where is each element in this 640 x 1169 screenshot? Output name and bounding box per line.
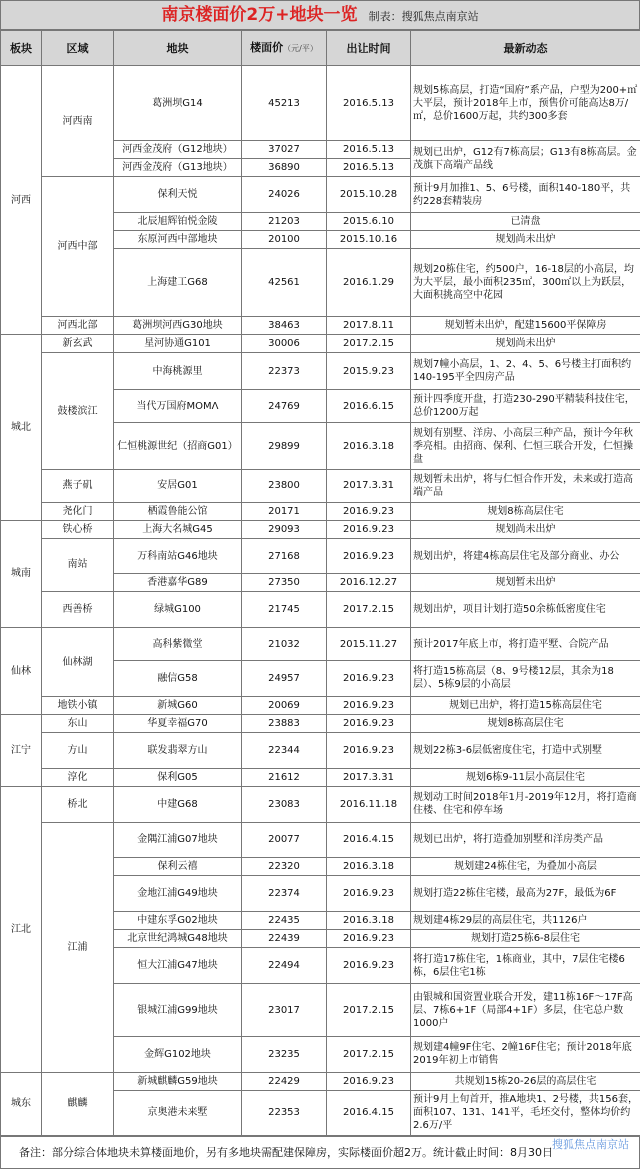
plot-cell: 保利云禧 bbox=[114, 858, 242, 876]
date-cell: 2017.2.15 bbox=[327, 1036, 411, 1072]
plot-cell: 金辉G102地块 bbox=[114, 1036, 242, 1072]
date-cell: 2017.2.15 bbox=[327, 984, 411, 1037]
date-cell: 2016.1.29 bbox=[327, 248, 411, 316]
plot-cell: 中建东孚G02地块 bbox=[114, 912, 242, 930]
news-cell: 规划20栋住宅，约500户，16-18层的小高层，均为大平层，最小面积235㎡，300㎡以上为跃层，大面积挑高空中花园 bbox=[411, 248, 640, 316]
table-row bbox=[1, 592, 640, 628]
table-credit: 制表：搜狐焦点南京站 bbox=[368, 10, 479, 23]
plot-cell: 金地江浦G49地块 bbox=[114, 876, 242, 912]
table-row bbox=[1, 1072, 640, 1090]
news-cell: 规划打造22栋住宅楼，最高为27F，最低为6F bbox=[411, 876, 640, 912]
area-cell: 南站 bbox=[42, 538, 114, 592]
plot-cell: 新城麒麟G59地块 bbox=[114, 1072, 242, 1090]
date-cell: 2016.9.23 bbox=[327, 502, 411, 520]
news-cell: 规划5栋高层，打造“国府”系产品，户型为200+㎡大平层，预计2018年上市，预售价可能高达8万/㎡，总价1600万起，共约300多套 bbox=[411, 66, 640, 141]
area-cell: 淳化 bbox=[42, 768, 114, 786]
news-cell: 规划动工时间2018年1月-2019年12月，将打造商住楼、住宅和停车场 bbox=[411, 786, 640, 822]
plot-cell: 金隅江浦G07地块 bbox=[114, 822, 242, 858]
price-cell: 23017 bbox=[242, 984, 327, 1037]
news-cell: 规划尚未出炉 bbox=[411, 520, 640, 538]
date-cell: 2016.12.27 bbox=[327, 574, 411, 592]
date-cell: 2016.5.13 bbox=[327, 159, 411, 177]
table-row bbox=[1, 538, 640, 574]
area-cell: 仙林湖 bbox=[42, 628, 114, 696]
date-cell: 2016.9.23 bbox=[327, 660, 411, 696]
news-cell: 规划建4幢9F住宅、2幢16F住宅；预计2018年底2019年初上市销售 bbox=[411, 1036, 640, 1072]
date-cell: 2016.3.18 bbox=[327, 422, 411, 469]
price-cell: 24026 bbox=[242, 177, 327, 213]
price-cell: 23083 bbox=[242, 786, 327, 822]
news-cell: 预计四季度开盘，打造230-290平精装科技住宅，总价1200万起 bbox=[411, 390, 640, 423]
plot-cell: 万科南站G46地块 bbox=[114, 538, 242, 574]
price-cell: 22429 bbox=[242, 1072, 327, 1090]
price-cell: 21032 bbox=[242, 628, 327, 661]
plot-cell: 新城G60 bbox=[114, 696, 242, 714]
table-row bbox=[1, 317, 640, 335]
price-cell: 22353 bbox=[242, 1090, 327, 1135]
table-row bbox=[1, 822, 640, 858]
table-row bbox=[1, 177, 640, 213]
price-cell: 45213 bbox=[242, 66, 327, 141]
plot-cell: 联发翡翠方山 bbox=[114, 732, 242, 768]
region-cell: 城南 bbox=[1, 520, 42, 628]
plot-cell: 上海建工G68 bbox=[114, 248, 242, 316]
table-body bbox=[1, 66, 640, 1136]
area-cell: 地铁小镇 bbox=[42, 696, 114, 714]
news-cell: 规划尚未出炉 bbox=[411, 335, 640, 353]
news-cell: 将打造15栋高层（8、9号楼12层，其余为18层）、5栋9层的小高层 bbox=[411, 660, 640, 696]
date-cell: 2015.10.16 bbox=[327, 231, 411, 249]
area-cell: 麒麟 bbox=[42, 1072, 114, 1135]
date-cell: 2016.9.23 bbox=[327, 714, 411, 732]
col-header-area: 区域 bbox=[42, 31, 114, 66]
area-cell: 铁心桥 bbox=[42, 520, 114, 538]
price-cell: 20069 bbox=[242, 696, 327, 714]
table-row bbox=[1, 768, 640, 786]
news-cell: 规划8栋高层住宅 bbox=[411, 714, 640, 732]
plot-cell: 北京世纪鸿城G48地块 bbox=[114, 930, 242, 948]
watermark: 搜狐焦点南京站 bbox=[552, 1138, 629, 1151]
news-cell: 规划出炉，项目计划打造50余栋低密度住宅 bbox=[411, 592, 640, 628]
date-cell: 2015.6.10 bbox=[327, 213, 411, 231]
date-cell: 2016.6.15 bbox=[327, 390, 411, 423]
news-cell: 规划6栋9-11层小高层住宅 bbox=[411, 768, 640, 786]
table-row bbox=[1, 628, 640, 661]
date-cell: 2016.4.15 bbox=[327, 822, 411, 858]
date-cell: 2015.11.27 bbox=[327, 628, 411, 661]
area-cell: 西善桥 bbox=[42, 592, 114, 628]
date-cell: 2016.3.18 bbox=[327, 912, 411, 930]
price-cell: 21745 bbox=[242, 592, 327, 628]
price-cell: 38463 bbox=[242, 317, 327, 335]
price-cell: 22320 bbox=[242, 858, 327, 876]
news-cell: 规划22栋3-6层低密度住宅，打造中式别墅 bbox=[411, 732, 640, 768]
plot-cell: 银城江浦G99地块 bbox=[114, 984, 242, 1037]
date-cell: 2016.9.23 bbox=[327, 520, 411, 538]
price-cell: 22374 bbox=[242, 876, 327, 912]
plot-cell: 仁恒桃源世纪（招商G01） bbox=[114, 422, 242, 469]
date-cell: 2017.2.15 bbox=[327, 335, 411, 353]
plot-cell: 绿城G100 bbox=[114, 592, 242, 628]
news-cell: 已清盘 bbox=[411, 213, 640, 231]
plot-cell: 葛洲坝G14 bbox=[114, 66, 242, 141]
news-cell: 将打造17栋住宅，1栋商业，其中，7层住宅楼6栋，6层住宅1栋 bbox=[411, 948, 640, 984]
land-price-table bbox=[0, 30, 640, 1136]
price-cell: 23883 bbox=[242, 714, 327, 732]
date-cell: 2017.3.31 bbox=[327, 768, 411, 786]
area-cell: 桥北 bbox=[42, 786, 114, 822]
plot-cell: 高科紫微堂 bbox=[114, 628, 242, 661]
price-cell: 23800 bbox=[242, 470, 327, 503]
plot-cell: 恒大江浦G47地块 bbox=[114, 948, 242, 984]
news-cell: 预计9月上旬首开，推A地块1、2号楼，共156套，面积107、131、141平，毛坯交付，整体均价约2.6万/平 bbox=[411, 1090, 640, 1135]
price-cell: 22439 bbox=[242, 930, 327, 948]
price-cell: 21203 bbox=[242, 213, 327, 231]
price-cell: 22494 bbox=[242, 948, 327, 984]
news-cell: 由银城和国资置业联合开发，建11栋16F～17F高层、7栋6+1F（局部4+1F）多层，住宅总户数1000户 bbox=[411, 984, 640, 1037]
col-header-plot: 地块 bbox=[114, 31, 242, 66]
date-cell: 2017.8.11 bbox=[327, 317, 411, 335]
price-cell: 24957 bbox=[242, 660, 327, 696]
region-cell: 城北 bbox=[1, 335, 42, 520]
region-cell: 江北 bbox=[1, 786, 42, 1072]
news-cell: 规划有别墅、洋房、小高层三种产品，预计今年秋季亮相。由招商、保利、仁恒三联合开发，仁恒操盘 bbox=[411, 422, 640, 469]
plot-cell: 当代万国府MOMΛ bbox=[114, 390, 242, 423]
area-cell: 河西中部 bbox=[42, 177, 114, 317]
title-bar bbox=[0, 0, 640, 30]
table-row bbox=[1, 520, 640, 538]
region-cell: 仙林 bbox=[1, 628, 42, 714]
news-cell: 规划打造25栋6-8层住宅 bbox=[411, 930, 640, 948]
page-title: 南京楼面价2万+地块一览 bbox=[161, 5, 358, 25]
plot-cell: 河西金茂府（G13地块） bbox=[114, 159, 242, 177]
news-cell: 共规划15栋20-26层的高层住宅 bbox=[411, 1072, 640, 1090]
col-header-price bbox=[242, 31, 327, 66]
price-cell: 30006 bbox=[242, 335, 327, 353]
plot-cell: 东原河西中部地块 bbox=[114, 231, 242, 249]
col-header-sector: 板块 bbox=[1, 31, 42, 66]
area-cell: 东山 bbox=[42, 714, 114, 732]
news-cell: 规划暂未出炉，将与仁恒合作开发，未来或打造高端产品 bbox=[411, 470, 640, 503]
price-cell: 24769 bbox=[242, 390, 327, 423]
table-row bbox=[1, 696, 640, 714]
date-cell: 2016.11.18 bbox=[327, 786, 411, 822]
table-row bbox=[1, 714, 640, 732]
col-header-news: 最新动态 bbox=[411, 31, 640, 66]
plot-cell: 北辰旭辉铂悦金陵 bbox=[114, 213, 242, 231]
news-cell: 规划出炉，将建4栋高层住宅及部分商业、办公 bbox=[411, 538, 640, 574]
price-cell: 42561 bbox=[242, 248, 327, 316]
region-cell: 江宁 bbox=[1, 714, 42, 786]
date-cell: 2016.9.23 bbox=[327, 1072, 411, 1090]
news-cell: 规划7幢小高层，1、2、4、5、6号楼主打面积约140-195平全四房产品 bbox=[411, 353, 640, 390]
table-row bbox=[1, 470, 640, 503]
date-cell: 2016.5.13 bbox=[327, 66, 411, 141]
header-row bbox=[1, 31, 640, 66]
date-cell: 2016.9.23 bbox=[327, 732, 411, 768]
news-cell: 规划已出炉，G12有7栋高层；G13有8栋高层。金茂旗下高端产品线 bbox=[411, 141, 640, 177]
price-cell: 27350 bbox=[242, 574, 327, 592]
price-cell: 21612 bbox=[242, 768, 327, 786]
news-cell: 规划已出炉，将打造15栋高层住宅 bbox=[411, 696, 640, 714]
plot-cell: 安居G01 bbox=[114, 470, 242, 503]
news-cell: 规划暂未出炉 bbox=[411, 574, 640, 592]
date-cell: 2016.9.23 bbox=[327, 930, 411, 948]
table-row bbox=[1, 335, 640, 353]
price-label: 楼面价 bbox=[250, 41, 284, 54]
area-cell: 尧化门 bbox=[42, 502, 114, 520]
region-cell: 河西 bbox=[1, 66, 42, 335]
date-cell: 2016.4.15 bbox=[327, 1090, 411, 1135]
plot-cell: 融信G58 bbox=[114, 660, 242, 696]
area-cell: 燕子矶 bbox=[42, 470, 114, 503]
area-cell: 鼓楼滨江 bbox=[42, 353, 114, 470]
news-cell: 规划建4栋29层的高层住宅，共1126户 bbox=[411, 912, 640, 930]
plot-cell: 华夏幸福G70 bbox=[114, 714, 242, 732]
table-row bbox=[1, 502, 640, 520]
date-cell: 2017.2.15 bbox=[327, 592, 411, 628]
price-cell: 29093 bbox=[242, 520, 327, 538]
date-cell: 2016.9.23 bbox=[327, 876, 411, 912]
plot-cell: 星河协通G101 bbox=[114, 335, 242, 353]
area-cell: 方山 bbox=[42, 732, 114, 768]
news-cell: 规划8栋高层住宅 bbox=[411, 502, 640, 520]
footer-note-bar bbox=[0, 1136, 640, 1169]
plot-cell: 河西金茂府（G12地块） bbox=[114, 141, 242, 159]
date-cell: 2016.9.23 bbox=[327, 948, 411, 984]
area-cell: 新玄武 bbox=[42, 335, 114, 353]
plot-cell: 保利G05 bbox=[114, 768, 242, 786]
footer-note: 备注：部分综合体地块未算楼面地价，另有多地块需配建保障房，实际楼面价超2万。统计截止时间：8月30日 bbox=[19, 1146, 553, 1159]
price-cell: 22344 bbox=[242, 732, 327, 768]
price-cell: 20077 bbox=[242, 822, 327, 858]
date-cell: 2016.9.23 bbox=[327, 538, 411, 574]
plot-cell: 香港嘉华G89 bbox=[114, 574, 242, 592]
region-cell: 城东 bbox=[1, 1072, 42, 1135]
date-cell: 2015.10.28 bbox=[327, 177, 411, 213]
news-cell: 规划暂未出炉，配建15600平保障房 bbox=[411, 317, 640, 335]
table-row bbox=[1, 353, 640, 390]
news-cell: 规划尚未出炉 bbox=[411, 231, 640, 249]
price-cell: 20171 bbox=[242, 502, 327, 520]
news-cell: 预计2017年底上市，将打造平墅、合院产品 bbox=[411, 628, 640, 661]
price-cell: 29899 bbox=[242, 422, 327, 469]
price-cell: 27168 bbox=[242, 538, 327, 574]
plot-cell: 栖霞鲁能公馆 bbox=[114, 502, 242, 520]
plot-cell: 中海桃源里 bbox=[114, 353, 242, 390]
price-cell: 23235 bbox=[242, 1036, 327, 1072]
price-cell: 20100 bbox=[242, 231, 327, 249]
col-header-date: 出让时间 bbox=[327, 31, 411, 66]
date-cell: 2017.3.31 bbox=[327, 470, 411, 503]
price-cell: 22373 bbox=[242, 353, 327, 390]
area-cell: 河西北部 bbox=[42, 317, 114, 335]
news-cell: 预计9月加推1、5、6号楼，面积140-180平，共约228套精装房 bbox=[411, 177, 640, 213]
date-cell: 2016.3.18 bbox=[327, 858, 411, 876]
plot-cell: 上海大名城G45 bbox=[114, 520, 242, 538]
plot-cell: 葛洲坝河西G30地块 bbox=[114, 317, 242, 335]
plot-cell: 京奥港未来墅 bbox=[114, 1090, 242, 1135]
price-cell: 37027 bbox=[242, 141, 327, 159]
price-cell: 36890 bbox=[242, 159, 327, 177]
table-row bbox=[1, 732, 640, 768]
table-row bbox=[1, 786, 640, 822]
price-unit: （元/平） bbox=[283, 44, 318, 53]
plot-cell: 保利天悦 bbox=[114, 177, 242, 213]
news-cell: 规划已出炉，将打造叠加别墅和洋房类产品 bbox=[411, 822, 640, 858]
date-cell: 2015.9.23 bbox=[327, 353, 411, 390]
news-cell: 规划建24栋住宅，为叠加小高层 bbox=[411, 858, 640, 876]
date-cell: 2016.9.23 bbox=[327, 696, 411, 714]
area-cell: 河西南 bbox=[42, 66, 114, 177]
table-row bbox=[1, 66, 640, 141]
plot-cell: 中建G68 bbox=[114, 786, 242, 822]
area-cell: 江浦 bbox=[42, 822, 114, 1072]
price-cell: 22435 bbox=[242, 912, 327, 930]
date-cell: 2016.5.13 bbox=[327, 141, 411, 159]
